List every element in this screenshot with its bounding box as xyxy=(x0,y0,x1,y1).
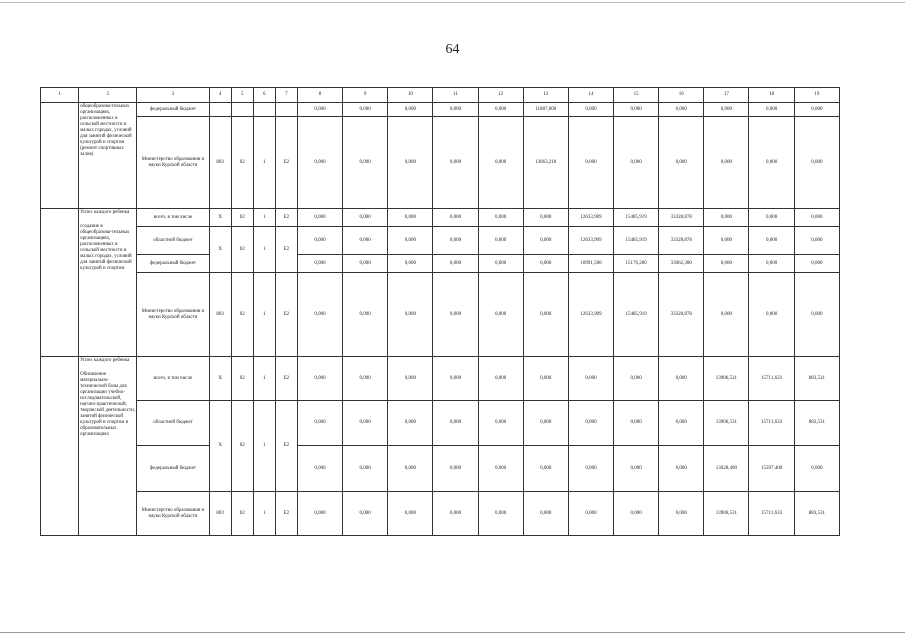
value-cell: 0,000 xyxy=(433,446,478,492)
code-cell: X xyxy=(209,357,231,401)
code-cell: E2 xyxy=(275,357,297,401)
value-cell: 0,000 xyxy=(704,209,749,227)
value-cell: 13628,400 xyxy=(704,446,749,492)
budget-table xyxy=(40,87,840,536)
value-cell: 0,000 xyxy=(749,209,794,227)
value-cell: 0,000 xyxy=(749,103,794,117)
column-header: 16 xyxy=(659,88,704,103)
value-cell: 0,000 xyxy=(659,446,704,492)
value-cell: 0,000 xyxy=(388,401,433,446)
table-row xyxy=(41,401,840,446)
value-cell: 0,000 xyxy=(794,103,839,117)
code-cell: 02 xyxy=(231,209,253,227)
value-cell: 0,000 xyxy=(659,117,704,209)
value-cell: 0,000 xyxy=(388,209,433,227)
value-cell: 0,000 xyxy=(614,401,659,446)
value-cell: 0,000 xyxy=(614,446,659,492)
value-cell: 0,000 xyxy=(343,227,388,255)
value-cell: 0,000 xyxy=(523,446,568,492)
value-cell: 0,000 xyxy=(568,103,613,117)
value-cell: 0,000 xyxy=(523,492,568,536)
value-cell: 0,000 xyxy=(794,117,839,209)
value-cell: 0,000 xyxy=(388,255,433,273)
value-cell: 883,531 xyxy=(794,357,839,401)
value-cell: 0,000 xyxy=(343,255,388,273)
code-cell: 803 xyxy=(209,492,231,536)
column-header: 2 xyxy=(79,88,137,103)
value-cell: 13906,531 xyxy=(704,492,749,536)
column1-cell xyxy=(41,209,79,357)
code-cell: 02 xyxy=(231,492,253,536)
table-row xyxy=(41,209,840,227)
column-header: 18 xyxy=(749,88,794,103)
measure-title: Успех каждого ребенка xyxy=(80,210,130,215)
value-cell: 0,000 xyxy=(478,227,523,255)
value-cell: 0,000 xyxy=(388,103,433,117)
value-cell: 0,000 xyxy=(343,103,388,117)
value-cell: 0,000 xyxy=(794,255,839,273)
value-cell: 33328,878 xyxy=(659,227,704,255)
code-cell: E2 xyxy=(275,209,297,227)
value-cell: 0,000 xyxy=(749,117,794,209)
value-cell: 0,000 xyxy=(388,117,433,209)
value-cell: 15485,919 xyxy=(614,209,659,227)
value-cell: 0,000 xyxy=(388,492,433,536)
funding-source: Министерство образования и науки Курской области xyxy=(137,273,209,357)
code-cell: 803 xyxy=(209,273,231,357)
value-cell: 0,000 xyxy=(478,446,523,492)
value-cell: 11887,000 xyxy=(523,103,568,117)
code-cell: 02 xyxy=(231,117,253,209)
funding-source: всего, в том числе xyxy=(137,209,209,227)
value-cell: 0,000 xyxy=(297,227,342,255)
measure-text: Обновление материально-технической базы для организации учебно-исследовательской, научно-практической, творческой деятельности, занятий физической культурой и спортом в образовательных организациях xyxy=(80,372,136,437)
value-cell: 0,000 xyxy=(433,117,478,209)
column-header: 19 xyxy=(794,88,839,103)
measure-title: Успех каждого ребенка xyxy=(80,358,130,363)
value-cell: 0,000 xyxy=(478,255,523,273)
table-row xyxy=(41,357,840,401)
value-cell: 0,000 xyxy=(297,117,342,209)
table-row xyxy=(41,88,840,103)
code-cell: 02 xyxy=(231,401,253,492)
page-number: 64 xyxy=(445,42,460,57)
table-row xyxy=(41,227,840,255)
value-cell: 883,531 xyxy=(794,492,839,536)
column-header: 7 xyxy=(275,88,297,103)
value-cell: 0,000 xyxy=(433,227,478,255)
value-cell: 0,000 xyxy=(343,273,388,357)
value-cell: 0,000 xyxy=(568,117,613,209)
value-cell: 0,000 xyxy=(297,255,342,273)
value-cell: 0,000 xyxy=(433,492,478,536)
funding-source: всего, в том числе xyxy=(137,357,209,401)
value-cell: 0,000 xyxy=(794,273,839,357)
value-cell: 0,000 xyxy=(478,273,523,357)
value-cell: 0,000 xyxy=(478,103,523,117)
value-cell: 0,000 xyxy=(297,357,342,401)
value-cell: 0,000 xyxy=(433,273,478,357)
table-row xyxy=(41,103,840,117)
value-cell: 0,000 xyxy=(749,273,794,357)
value-cell: 0,000 xyxy=(659,492,704,536)
value-cell: 10991,500 xyxy=(568,255,613,273)
value-cell: 0,000 xyxy=(704,273,749,357)
value-cell: 0,000 xyxy=(523,357,568,401)
value-cell: 0,000 xyxy=(659,103,704,117)
value-cell: 0,000 xyxy=(749,227,794,255)
value-cell: 0,000 xyxy=(478,401,523,446)
funding-source: Министерство образования и науки Курской области xyxy=(137,492,209,536)
value-cell: 0,000 xyxy=(297,446,342,492)
code-cell: E2 xyxy=(275,273,297,357)
value-cell: 0,000 xyxy=(297,103,342,117)
column-header: 13 xyxy=(523,88,568,103)
value-cell: 0,000 xyxy=(388,227,433,255)
column-header: 8 xyxy=(297,88,342,103)
value-cell: 12633,909 xyxy=(568,227,613,255)
value-cell: 15485,919 xyxy=(614,273,659,357)
value-cell: 0,000 xyxy=(704,103,749,117)
value-cell: 15176,200 xyxy=(614,255,659,273)
funding-source: федеральный бюджет xyxy=(137,255,209,273)
scan-bottom-edge xyxy=(0,632,905,633)
value-cell: 0,000 xyxy=(614,103,659,117)
value-cell: 0,000 xyxy=(388,357,433,401)
code-cell xyxy=(231,103,253,117)
value-cell: 0,000 xyxy=(433,357,478,401)
value-cell: 0,000 xyxy=(614,492,659,536)
value-cell: 0,000 xyxy=(523,401,568,446)
code-cell: 1 xyxy=(253,492,275,536)
column-header: 9 xyxy=(343,88,388,103)
funding-source: Министерство образования и науки Курской области xyxy=(137,117,209,209)
column-header: 3 xyxy=(137,88,209,103)
value-cell: 0,000 xyxy=(794,446,839,492)
code-cell: 02 xyxy=(231,357,253,401)
funding-source: федеральный бюджет xyxy=(137,103,209,117)
value-cell: 0,000 xyxy=(794,209,839,227)
value-cell: 15485,919 xyxy=(614,227,659,255)
value-cell: 0,000 xyxy=(388,273,433,357)
value-cell: 0,000 xyxy=(297,273,342,357)
code-cell: 02 xyxy=(231,273,253,357)
column-header: 4 xyxy=(209,88,231,103)
value-cell: 0,000 xyxy=(433,209,478,227)
code-cell: 02 xyxy=(231,227,253,273)
code-cell: E2 xyxy=(275,401,297,492)
funding-source: областной бюджет xyxy=(137,401,209,446)
value-cell: 0,000 xyxy=(478,357,523,401)
value-cell: 0,000 xyxy=(659,401,704,446)
value-cell: 15397,400 xyxy=(749,446,794,492)
value-cell: 0,000 xyxy=(343,401,388,446)
code-cell: 803 xyxy=(209,117,231,209)
table-row xyxy=(41,255,840,273)
value-cell: 0,000 xyxy=(297,492,342,536)
value-cell: 15711,633 xyxy=(749,357,794,401)
value-cell: 0,000 xyxy=(749,255,794,273)
column-header: 15 xyxy=(614,88,659,103)
column-header: 6 xyxy=(253,88,275,103)
value-cell: 0,000 xyxy=(297,209,342,227)
value-cell: 0,000 xyxy=(478,209,523,227)
measure-description xyxy=(79,357,137,536)
code-cell: 1 xyxy=(253,227,275,273)
value-cell: 883,531 xyxy=(794,401,839,446)
table-row xyxy=(41,117,840,209)
value-cell: 0,000 xyxy=(659,357,704,401)
column-header: 14 xyxy=(568,88,613,103)
value-cell: 0,000 xyxy=(614,357,659,401)
column-header: 10 xyxy=(388,88,433,103)
table-row xyxy=(41,446,840,492)
value-cell: 0,000 xyxy=(388,446,433,492)
code-cell: X xyxy=(209,401,231,492)
value-cell: 0,000 xyxy=(523,227,568,255)
value-cell: 0,000 xyxy=(343,357,388,401)
value-cell: 0,000 xyxy=(704,255,749,273)
value-cell: 13906,531 xyxy=(704,401,749,446)
value-cell: 13663,218 xyxy=(523,117,568,209)
value-cell: 0,000 xyxy=(614,117,659,209)
code-cell xyxy=(253,103,275,117)
code-cell: X xyxy=(209,209,231,227)
value-cell: 0,000 xyxy=(433,103,478,117)
value-cell: 0,000 xyxy=(297,401,342,446)
code-cell: E2 xyxy=(275,227,297,273)
value-cell: 0,000 xyxy=(478,117,523,209)
column-header: 1 xyxy=(41,88,79,103)
value-cell: 0,000 xyxy=(568,401,613,446)
funding-source: областной бюджет xyxy=(137,227,209,255)
value-cell: 15711,633 xyxy=(749,401,794,446)
measure-description: общеобразова-тельных организациях, расположенных в сельской местности и малых городах, условий для занятий физической культурой и спортом (ремонт спортивных залов) xyxy=(79,103,137,209)
code-cell: E2 xyxy=(275,492,297,536)
measure-description xyxy=(79,209,137,357)
column-header: 12 xyxy=(478,88,523,103)
column-header: 5 xyxy=(231,88,253,103)
code-cell: 1 xyxy=(253,209,275,227)
code-cell xyxy=(275,103,297,117)
value-cell: 0,000 xyxy=(704,227,749,255)
value-cell: 33328,878 xyxy=(659,273,704,357)
value-cell: 12633,909 xyxy=(568,209,613,227)
code-cell: 1 xyxy=(253,117,275,209)
code-cell: 1 xyxy=(253,357,275,401)
column-header: 11 xyxy=(433,88,478,103)
value-cell: 0,000 xyxy=(343,446,388,492)
value-cell: 0,000 xyxy=(523,255,568,273)
value-cell: 0,000 xyxy=(343,117,388,209)
value-cell: 0,000 xyxy=(433,401,478,446)
value-cell: 0,000 xyxy=(478,492,523,536)
value-cell: 13906,531 xyxy=(704,357,749,401)
value-cell: 0,000 xyxy=(523,273,568,357)
value-cell: 0,000 xyxy=(433,255,478,273)
column-header: 17 xyxy=(704,88,749,103)
value-cell: 0,000 xyxy=(568,357,613,401)
value-cell: 0,000 xyxy=(343,209,388,227)
value-cell: 33328,878 xyxy=(659,209,704,227)
column1-cell xyxy=(41,357,79,536)
value-cell: 0,000 xyxy=(568,492,613,536)
code-cell: 1 xyxy=(253,273,275,357)
value-cell: 33062,300 xyxy=(659,255,704,273)
value-cell: 15711,633 xyxy=(749,492,794,536)
funding-source: федеральный бюджет xyxy=(137,446,209,492)
value-cell: 12633,909 xyxy=(568,273,613,357)
code-cell: E2 xyxy=(275,117,297,209)
scan-top-edge xyxy=(0,2,905,3)
table-row xyxy=(41,492,840,536)
code-cell: X xyxy=(209,227,231,273)
value-cell: 0,000 xyxy=(568,446,613,492)
code-cell: 1 xyxy=(253,401,275,492)
column1-cell xyxy=(41,103,79,209)
value-cell: 0,000 xyxy=(523,209,568,227)
value-cell: 0,000 xyxy=(794,227,839,255)
value-cell: 0,000 xyxy=(704,117,749,209)
table-row xyxy=(41,273,840,357)
code-cell xyxy=(209,103,231,117)
measure-text: создание в общеобразова-тельных организациях, расположенных в сельской местности и малых городах, условий для занятий физической культурой и спортом xyxy=(80,224,132,271)
value-cell: 0,000 xyxy=(343,492,388,536)
